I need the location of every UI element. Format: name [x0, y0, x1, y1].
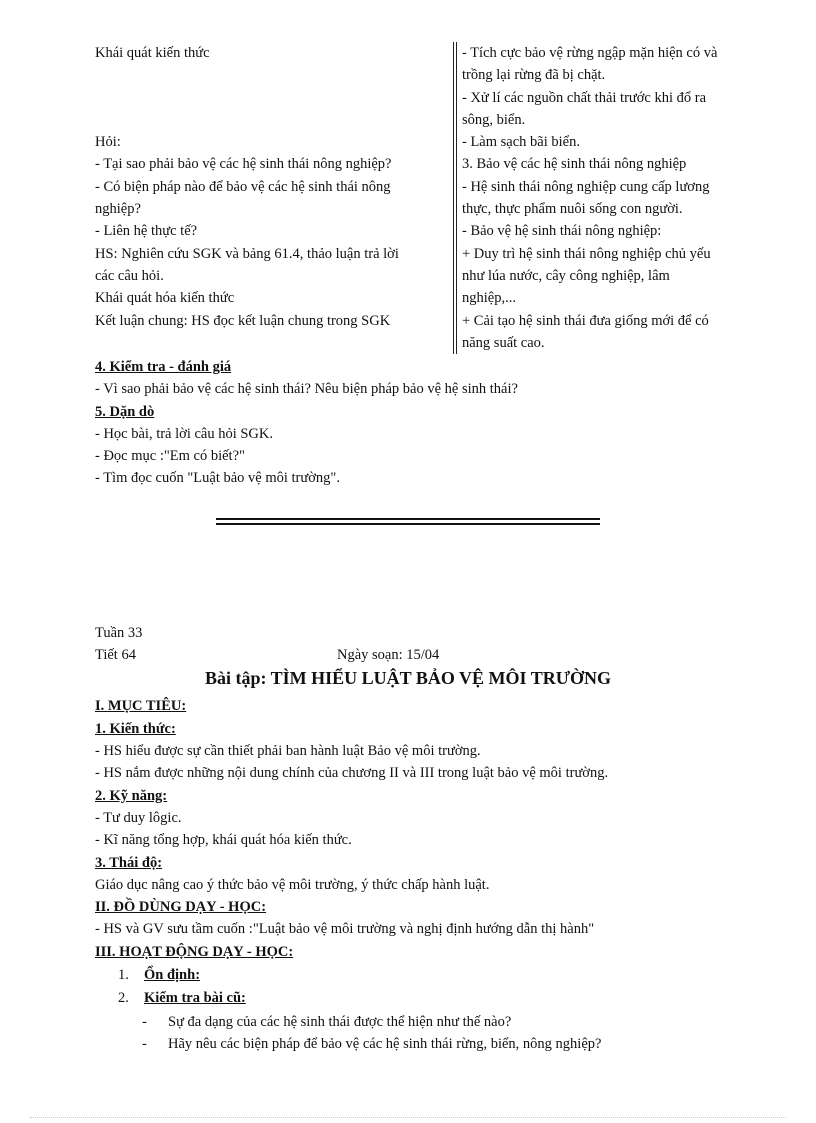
section-divider-bottom	[216, 523, 600, 525]
homework-item: - Tìm đọc cuốn "Luật bảo vệ môi trường".	[95, 470, 340, 486]
table-left-line: Kết luận chung: HS đọc kết luận chung trong SGK	[95, 312, 391, 329]
table-left-line: Hỏi:	[95, 134, 121, 151]
table-left-line: Khái quát kiến thức	[95, 45, 210, 61]
review-question: - Vì sao phải bảo vệ các hệ sinh thái? Nêu biện pháp bảo vệ hệ sinh thái?	[95, 381, 518, 397]
table-right-line: + Cải tạo hệ sinh thái đưa giống mới để có	[462, 312, 709, 329]
table-right-line: - Hệ sinh thái nông nghiệp cung cấp lương	[462, 178, 710, 195]
skills-heading: 2. Kỹ năng:	[95, 788, 168, 804]
period-label: Tiết 64	[95, 647, 136, 663]
skills-item: - Tư duy lôgic.	[95, 810, 182, 826]
attitude-text: Giáo dục nâng cao ý thức bảo vệ môi trường, ý thức chấp hành luật.	[95, 877, 490, 893]
lesson-table	[95, 42, 775, 354]
bullet-dash: -	[142, 1036, 147, 1052]
table-right-line: 3. Bảo vệ các hệ sinh thái nông nghiệp	[462, 156, 687, 173]
table-right-line: - Bảo vệ hệ sinh thái nông nghiệp:	[462, 223, 662, 240]
lesson-title-prefix: Bài tập:	[204, 668, 267, 688]
table-left-line	[95, 87, 450, 109]
review-question-item	[142, 1011, 511, 1033]
knowledge-item: - HS nắm được những nội dung chính của chương II và III trong luật bảo vệ môi trường.	[95, 765, 609, 781]
week-label: Tuần 33	[95, 625, 143, 641]
table-left-line: - Có biện pháp nào để bảo vệ các hệ sinh thái nông	[95, 178, 391, 195]
step-label: Kiểm tra bài cũ:	[144, 990, 246, 1006]
skills-item: - Kĩ năng tổng hợp, khái quát hóa kiến thức.	[95, 832, 352, 848]
table-right-line: nghiệp,...	[462, 290, 516, 307]
table-left-line: các câu hỏi.	[95, 267, 164, 284]
review-heading: 4. Kiểm tra - đánh giá	[95, 359, 232, 375]
materials-heading: II. ĐỒ DÙNG DẠY - HỌC:	[95, 899, 267, 915]
homework-item: - Đọc mục :"Em có biết?"	[95, 448, 245, 464]
activities-heading: III. HOẠT ĐỘNG DẠY - HỌC:	[95, 944, 294, 960]
attitude-heading: 3. Thái độ:	[95, 855, 163, 871]
lesson-title-main: TÌM HIỂU LUẬT BẢO VỆ MÔI TRƯỜNG	[266, 668, 612, 688]
activity-step	[118, 987, 246, 1009]
page-edge-dots	[30, 1117, 786, 1118]
table-right-line: như lúa nước, cây công nghiệp, lâm	[462, 267, 670, 284]
knowledge-item: - HS hiểu được sự cần thiết phải ban hành luật Bảo vệ môi trường.	[95, 743, 481, 759]
lesson-title	[0, 668, 816, 689]
step-label: Ổn định:	[144, 967, 201, 983]
step-number: 1.	[118, 967, 129, 983]
table-right-line: thực, thực phẩm nuôi sống con người.	[462, 201, 683, 218]
table-right-line: năng suất cao.	[462, 334, 545, 351]
homework-heading: 5. Dặn dò	[95, 404, 155, 420]
table-left-line	[95, 64, 450, 86]
bullet-dash: -	[142, 1014, 147, 1030]
content-column	[462, 42, 780, 354]
table-left-line: - Tại sao phải bảo vệ các hệ sinh thái nông nghiệp?	[95, 156, 392, 173]
prepared-date: Ngày soạn: 15/04	[337, 647, 440, 663]
table-left-line: Khái quát hóa kiến thức	[95, 290, 235, 307]
objectives-heading: I. MỤC TIÊU:	[95, 698, 187, 714]
materials-item: - HS và GV sưu tầm cuốn :"Luật bảo vệ môi trường và nghị định hướng dẫn thị hành"	[95, 921, 595, 937]
table-right-line: sông, biển.	[462, 111, 526, 128]
table-left-line: HS: Nghiên cứu SGK và bảng 61.4, thảo luận trả lời	[95, 245, 399, 262]
table-right-line: trồng lại rừng đã bị chặt.	[462, 67, 606, 84]
step-number: 2.	[118, 990, 129, 1006]
table-right-line: - Làm sạch bãi biển.	[462, 134, 580, 151]
homework-item: - Học bài, trả lời câu hỏi SGK.	[95, 426, 274, 442]
table-right-line: - Xử lí các nguồn chất thải trước khi đổ ra	[462, 89, 707, 106]
table-left-line: nghiệp?	[95, 201, 141, 218]
review-question-text: Hãy nêu các biện pháp để bảo vệ các hệ sinh thái rừng, biển, nông nghiệp?	[168, 1036, 602, 1052]
knowledge-heading: 1. Kiến thức:	[95, 721, 176, 737]
section-divider-top	[216, 518, 600, 520]
column-divider	[453, 42, 454, 354]
table-right-line: + Duy trì hệ sinh thái nông nghiệp chủ yếu	[462, 245, 711, 262]
table-left-line	[95, 109, 450, 131]
table-left-line: - Liên hệ thực tế?	[95, 223, 198, 240]
review-question-item	[142, 1033, 601, 1055]
column-divider	[456, 42, 457, 354]
table-right-line: - Tích cực bảo vệ rừng ngập mặn hiện có và	[462, 45, 718, 61]
review-question-text: Sự đa dạng của các hệ sinh thái được thể hiện như thế nào?	[168, 1014, 512, 1030]
activity-step	[118, 964, 200, 986]
teacher-activity-column	[95, 42, 450, 332]
